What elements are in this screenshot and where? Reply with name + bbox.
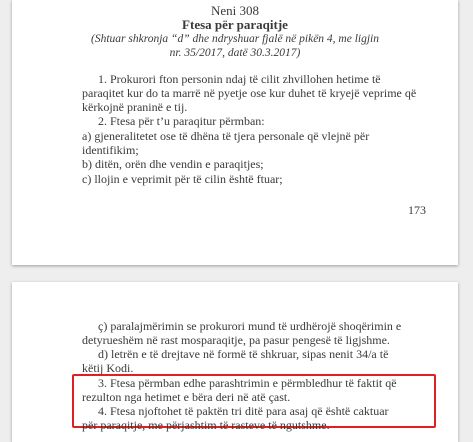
document-page-173: [12, 0, 458, 265]
paragraph-4-line-2: për paraqitje, me përjashtim të rasteve të ngutshme.: [82, 418, 330, 432]
item-cc-line-2: detyrueshëm në rast mosparaqitje, pa pasur pengesë të ligjshme.: [82, 333, 390, 347]
paragraph-2-line-1: 2. Ftesa për t’u paraqitur përmban:: [98, 114, 265, 128]
paragraph-3-line-1: 3. Ftesa përmban edhe parashtrimin e përmbledhur të faktit që: [98, 376, 397, 390]
item-a-line-1: a) gjeneralitetet ose të dhëna të tjera personale që vlejnë për: [82, 129, 370, 143]
item-d-line-2: këtij Kodi.: [82, 361, 134, 375]
item-a-line-2: identifikim;: [82, 143, 139, 157]
item-d-line-1: d) letrën e të drejtave në formë të shkruar, sipas nenit 34/a të: [98, 347, 389, 361]
item-cc-line-1: ç) paralajmërimin se prokurori mund të urdhërojë shoqërimin e: [98, 319, 402, 333]
amendment-note-line-2: nr. 35/2017, datë 30.3.2017): [169, 47, 301, 59]
document-page-next: [12, 282, 458, 442]
paragraph-3-line-2: rezulton nga hetimet e bëra deri në atë çast.: [82, 390, 291, 404]
amendment-note-line-1: (Shtuar shkronja “d” dhe ndryshuar fjalë në pikën 4, me ligjin: [90, 33, 379, 45]
article-number: Neni 308: [210, 3, 260, 18]
paragraph-1-line-1: 1. Prokurori fton personin ndaj të cilit zhvillohen hetime të: [98, 72, 381, 86]
paragraph-1-line-3: kërkojnë praninë e tij.: [82, 100, 188, 114]
paragraph-1-line-2: paraqitet kur do ta marrë në pyetje ose kur duhet të kryejë veprime që: [82, 86, 417, 100]
paragraph-4-line-1: 4. Ftesa njoftohet të paktën tri ditë para asaj që është caktuar: [98, 404, 389, 418]
page-number: 173: [408, 203, 426, 217]
item-c: c) llojin e veprimit për të cilin është ftuar;: [82, 172, 283, 186]
item-b: b) ditën, orën dhe vendin e paraqitjes;: [82, 157, 264, 171]
article-heading: Ftesa për paraqitje: [182, 17, 288, 32]
